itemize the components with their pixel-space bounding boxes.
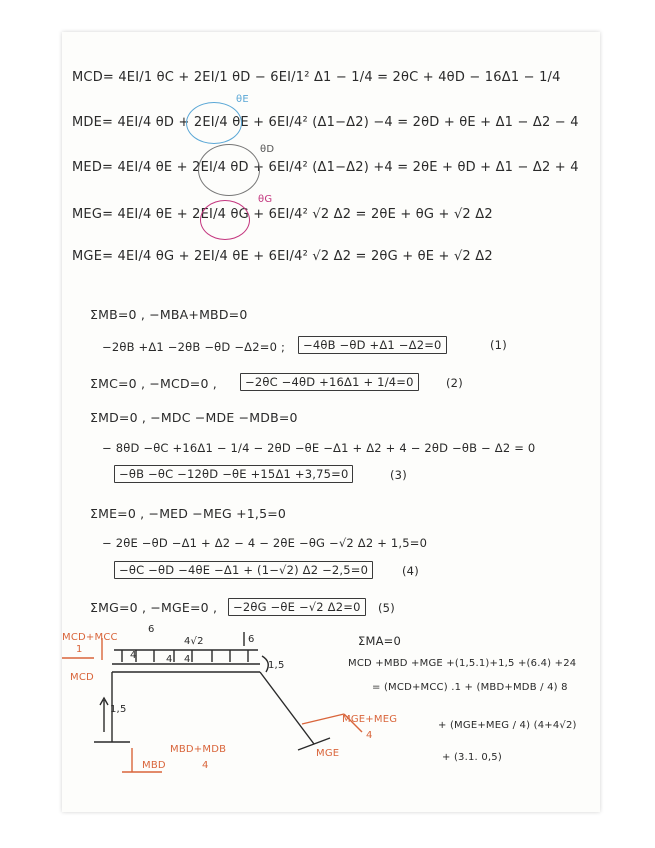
sum-e-head: ΣME=0 , −MED −MEG +1,5=0 <box>90 506 287 521</box>
load-15-right: 1,5 <box>268 660 285 671</box>
meg-frac-top: MGE+MEG <box>342 714 398 725</box>
mbd-label: MBD <box>142 760 166 771</box>
mge-label: MGE <box>316 748 340 759</box>
eq-mde: MDE= 4EI/4 θD + 2EI/4 θE + 6EI/4² (Δ1−Δ2) −4 = 2θD + θE + Δ1 − Δ2 − 4 <box>72 115 579 130</box>
eq-mcd: MCD= 4EI/1 θC + 2EI/1 θD − 6EI/1² Δ1 − 1/4 = 2θC + 4θD − 16Δ1 − 1/4 <box>72 70 561 85</box>
sum-c-head: ΣMC=0 , −MCD=0 , <box>90 376 217 391</box>
meg-frac-bot: 4 <box>366 730 373 741</box>
sum-g-boxed: −2θG −θE −√2 Δ2=0 <box>228 598 366 616</box>
inclined-reaction-arrow <box>302 714 344 724</box>
load-6-top: 6 <box>148 624 155 635</box>
load-15-left: 1,5 <box>110 704 127 715</box>
eqm-line4: + (3.1. 0,5) <box>442 752 502 763</box>
sum-b-head: ΣMB=0 , −MBA+MBD=0 <box>90 307 248 322</box>
eq-tag-1: (1) <box>490 338 507 352</box>
sum-e-boxed: −θC −θD −4θE −Δ1 + (1−√2) Δ2 −2,5=0 <box>114 561 373 579</box>
eqm-line3: + (MGE+MEG / 4) (4+4√2) <box>438 720 577 731</box>
eq-med: MED= 4EI/4 θE + 2EI/4 θD + 6EI/4² (Δ1−Δ2) +4 = 2θE + θD + Δ1 − Δ2 + 4 <box>72 160 579 175</box>
eq-tag-5: (5) <box>378 601 395 615</box>
theta-e-note: θE <box>236 94 249 105</box>
sum-b-work: −2θB +Δ1 −2θB −θD −Δ2=0 ; <box>102 340 286 354</box>
eqm-head: ΣMA=0 <box>358 634 402 648</box>
load-4r2: 4√2 <box>184 636 204 647</box>
eq-meg: MEG= 4EI/4 θE + 2EI/4 θG + 6EI/4² √2 Δ2 = 2θE + θG + √2 Δ2 <box>72 207 493 222</box>
mcd-frac-bot: 1 <box>76 644 83 655</box>
sum-d-work: − 8θD −θC +16Δ1 − 1/4 − 2θD −θE −Δ1 + Δ2 + 4 − 2θD −θB − Δ2 = 0 <box>102 441 536 455</box>
mcd-frac-top: MCD+MCC <box>62 632 118 643</box>
sum-e-work: − 2θE −θD −Δ1 + Δ2 − 4 − 2θE −θG −√2 Δ2 + 1,5=0 <box>102 536 428 550</box>
mbd-frac-bot: 4 <box>202 760 209 771</box>
load-6-right: 6 <box>248 634 255 645</box>
frame-diagram <box>62 32 600 812</box>
eqm-line2: = (MCD+MCC) .1 + (MBD+MDB / 4) 8 <box>372 682 568 693</box>
mcd-label: MCD <box>70 672 94 683</box>
sum-g-head: ΣMG=0 , −MGE=0 , <box>90 600 218 615</box>
eq-mge: MGE= 4EI/4 θG + 2EI/4 θE + 6EI/4² √2 Δ2 = 2θG + θE + √2 Δ2 <box>72 249 493 264</box>
notebook-page <box>62 32 600 812</box>
load-4-mid: 4 <box>166 654 173 665</box>
sum-d-head: ΣMD=0 , −MDC −MDE −MDB=0 <box>90 410 298 425</box>
eq-tag-4: (4) <box>402 564 419 578</box>
sum-c-boxed: −2θC −4θD +16Δ1 + 1/4=0 <box>240 373 419 391</box>
sum-b-boxed: −4θB −θD +Δ1 −Δ2=0 <box>298 336 447 354</box>
load-4-left: 4 <box>130 650 137 661</box>
theta-d-note: θD <box>260 144 275 155</box>
eq-tag-3: (3) <box>390 468 407 482</box>
theta-g-note: θG <box>258 194 273 205</box>
eq-tag-2: (2) <box>446 376 463 390</box>
mbd-frac-top: MBD+MDB <box>170 744 227 755</box>
sum-d-boxed: −θB −θC −12θD −θE +15Δ1 +3,75=0 <box>114 465 353 483</box>
load-4-mid2: 4 <box>184 654 191 665</box>
inclined-member <box>260 672 314 744</box>
eqm-line1: MCD +MBD +MGE +(1,5.1)+1,5 +(6.4) +24 <box>348 658 577 669</box>
